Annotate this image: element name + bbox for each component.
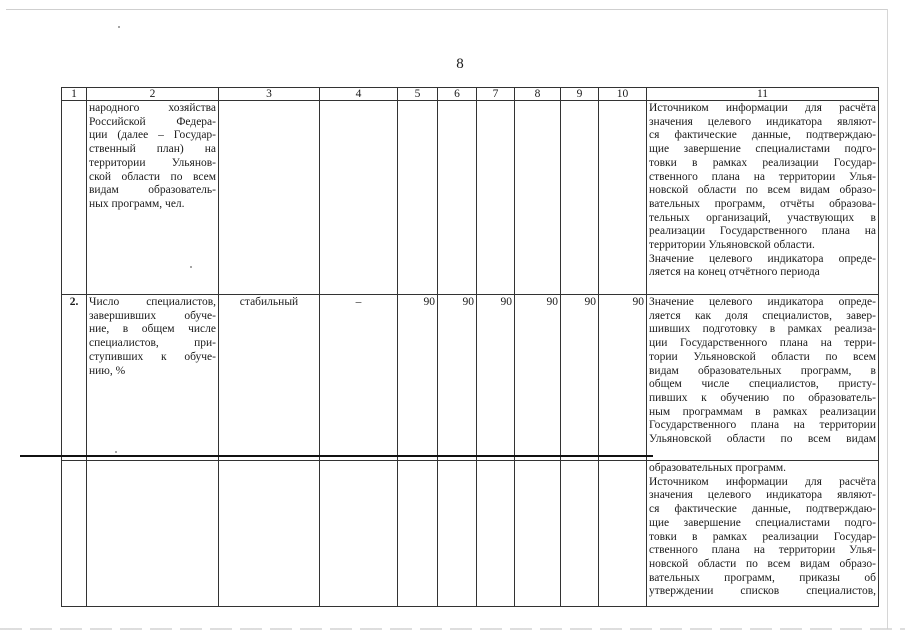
indicator-name-line: видам образователь- (89, 184, 216, 197)
note-line: ственного плана на территории Улья- (649, 170, 876, 183)
table-header-row (62, 88, 879, 101)
value-cell (477, 101, 515, 295)
table-row (62, 461, 879, 607)
note-line: Значение целевого индикатора опреде- (649, 252, 876, 265)
note-line: видам образовательных программ, в (649, 364, 876, 377)
note-line: Государственного плана на территории (649, 419, 876, 432)
indicator-name-cell (87, 101, 219, 295)
row-number-cell: 2. (62, 295, 87, 461)
header-cell-2: 2 (87, 88, 219, 101)
table-row (62, 101, 879, 295)
indicator-name-line: Российской Федера- (89, 115, 216, 128)
note-line: Источником информации для расчёта (649, 475, 876, 488)
value-cell: 90 (438, 295, 477, 461)
value-cell (477, 461, 515, 607)
note-cell (647, 461, 879, 607)
value-cell (599, 101, 647, 295)
note-line: ся фактические данные, подтверждаю- (649, 503, 876, 516)
value-cell (599, 461, 647, 607)
value-cell (398, 461, 438, 607)
note-line: значения целевого индикатора являют- (649, 115, 876, 128)
trend-cell (219, 461, 320, 607)
note-line: вательных программ, приказы об (649, 571, 876, 584)
note-line: Источником информации для расчёта (649, 102, 876, 114)
page-number: 8 (456, 56, 464, 72)
row-number-cell (62, 461, 87, 607)
indicator-name-cell (87, 295, 219, 461)
indicator-name-line: завершивших обуче- (89, 309, 216, 322)
note-line: новской области по всем видам образо- (649, 557, 876, 570)
note-line: Ульяновской области по всем видам (649, 433, 876, 446)
indicator-name-line: ственный план) на (89, 143, 216, 156)
indicator-name-line: народного хозяйства (89, 102, 216, 114)
note-line: Значение целевого индикатора опреде- (649, 296, 876, 308)
value-cell: 90 (398, 295, 438, 461)
table-row (62, 295, 879, 461)
note-line: щие завершение специалистами подго- (649, 516, 876, 529)
indicator-name-line: Число специалистов, (89, 296, 216, 308)
value-cell (398, 101, 438, 295)
note-line: товки в рамках реализации Государ- (649, 530, 876, 543)
note-line: утверждении списков специалистов, (649, 585, 876, 598)
value-cell (438, 461, 477, 607)
header-cell-10: 10 (599, 88, 647, 101)
note-line: значения целевого индикатора являют- (649, 489, 876, 502)
page-edge-top (6, 9, 888, 10)
value-cell (561, 461, 599, 607)
note-line: ляется на конец отчётного периода (649, 266, 820, 279)
indicator-name-line: ции (далее – Государ- (89, 129, 216, 142)
value-cell: 90 (561, 295, 599, 461)
note-line: ляется как доля специалистов, завер- (649, 309, 876, 322)
indicator-name-cell (87, 461, 219, 607)
value-cell (515, 461, 561, 607)
value-cell (438, 101, 477, 295)
scan-speck (190, 266, 192, 268)
note-line: ственного плана на территории Улья- (649, 544, 876, 557)
indicator-name-line: ных программ, чел. (89, 197, 185, 210)
base-value-cell (320, 101, 398, 295)
note-line: вательных программ, отчёты образова- (649, 197, 876, 210)
note-line: тории Ульяновской области по всем (649, 350, 876, 363)
header-cell-11: 11 (647, 88, 879, 101)
scan-speck (118, 26, 120, 28)
note-line: шивших подготовку в рамках реализа- (649, 323, 876, 336)
note-line: новской области по всем видам образо- (649, 184, 876, 197)
note-line: территории Ульяновской области. (649, 239, 815, 252)
note-line: тельных организаций, участвующих в (649, 211, 876, 224)
note-line: товки в рамках реализации Государ- (649, 156, 876, 169)
indicator-name-line: территории Ульянов- (89, 156, 216, 169)
indicator-name-line: ние, в общем числе (89, 323, 216, 336)
header-cell-5: 5 (398, 88, 438, 101)
header-cell-7: 7 (477, 88, 515, 101)
indicator-name-line: ступивших к обуче- (89, 350, 216, 363)
trend-cell: стабильный (219, 295, 320, 461)
header-cell-3: 3 (219, 88, 320, 101)
header-cell-4: 4 (320, 88, 398, 101)
value-cell: 90 (515, 295, 561, 461)
scan-speck (115, 451, 117, 453)
page-edge-bottom (0, 628, 905, 630)
value-cell (561, 101, 599, 295)
base-value-cell: – (320, 295, 398, 461)
note-line: общем числе специалистов, присту- (649, 378, 876, 391)
note-line: ным программам в рамках реализации (649, 405, 876, 418)
indicator-name-line: специалистов, при- (89, 337, 216, 350)
header-cell-8: 8 (515, 88, 561, 101)
row-number-cell (62, 101, 87, 295)
note-line: пивших к обучению по образователь- (649, 391, 876, 404)
page-edge-right (887, 9, 888, 629)
value-cell: 90 (599, 295, 647, 461)
note-line: ся фактические данные, подтверждаю- (649, 129, 876, 142)
header-cell-6: 6 (438, 88, 477, 101)
header-cell-1: 1 (62, 88, 87, 101)
value-cell: 90 (477, 295, 515, 461)
note-line: щие завершение специалистами подго- (649, 143, 876, 156)
note-line: ции Государственного плана на терри- (649, 337, 876, 350)
indicator-name-line: нию, % (89, 364, 126, 377)
indicator-table (61, 87, 879, 607)
indicator-name-line: ской области по всем (89, 170, 216, 183)
base-value-cell (320, 461, 398, 607)
note-line: образовательных программ. (649, 462, 787, 474)
trend-cell (219, 101, 320, 295)
header-cell-9: 9 (561, 88, 599, 101)
page-break-line (20, 455, 653, 457)
note-cell (647, 101, 879, 295)
value-cell (515, 101, 561, 295)
note-cell (647, 295, 879, 461)
note-line: реализации Государственного плана на (649, 225, 876, 238)
